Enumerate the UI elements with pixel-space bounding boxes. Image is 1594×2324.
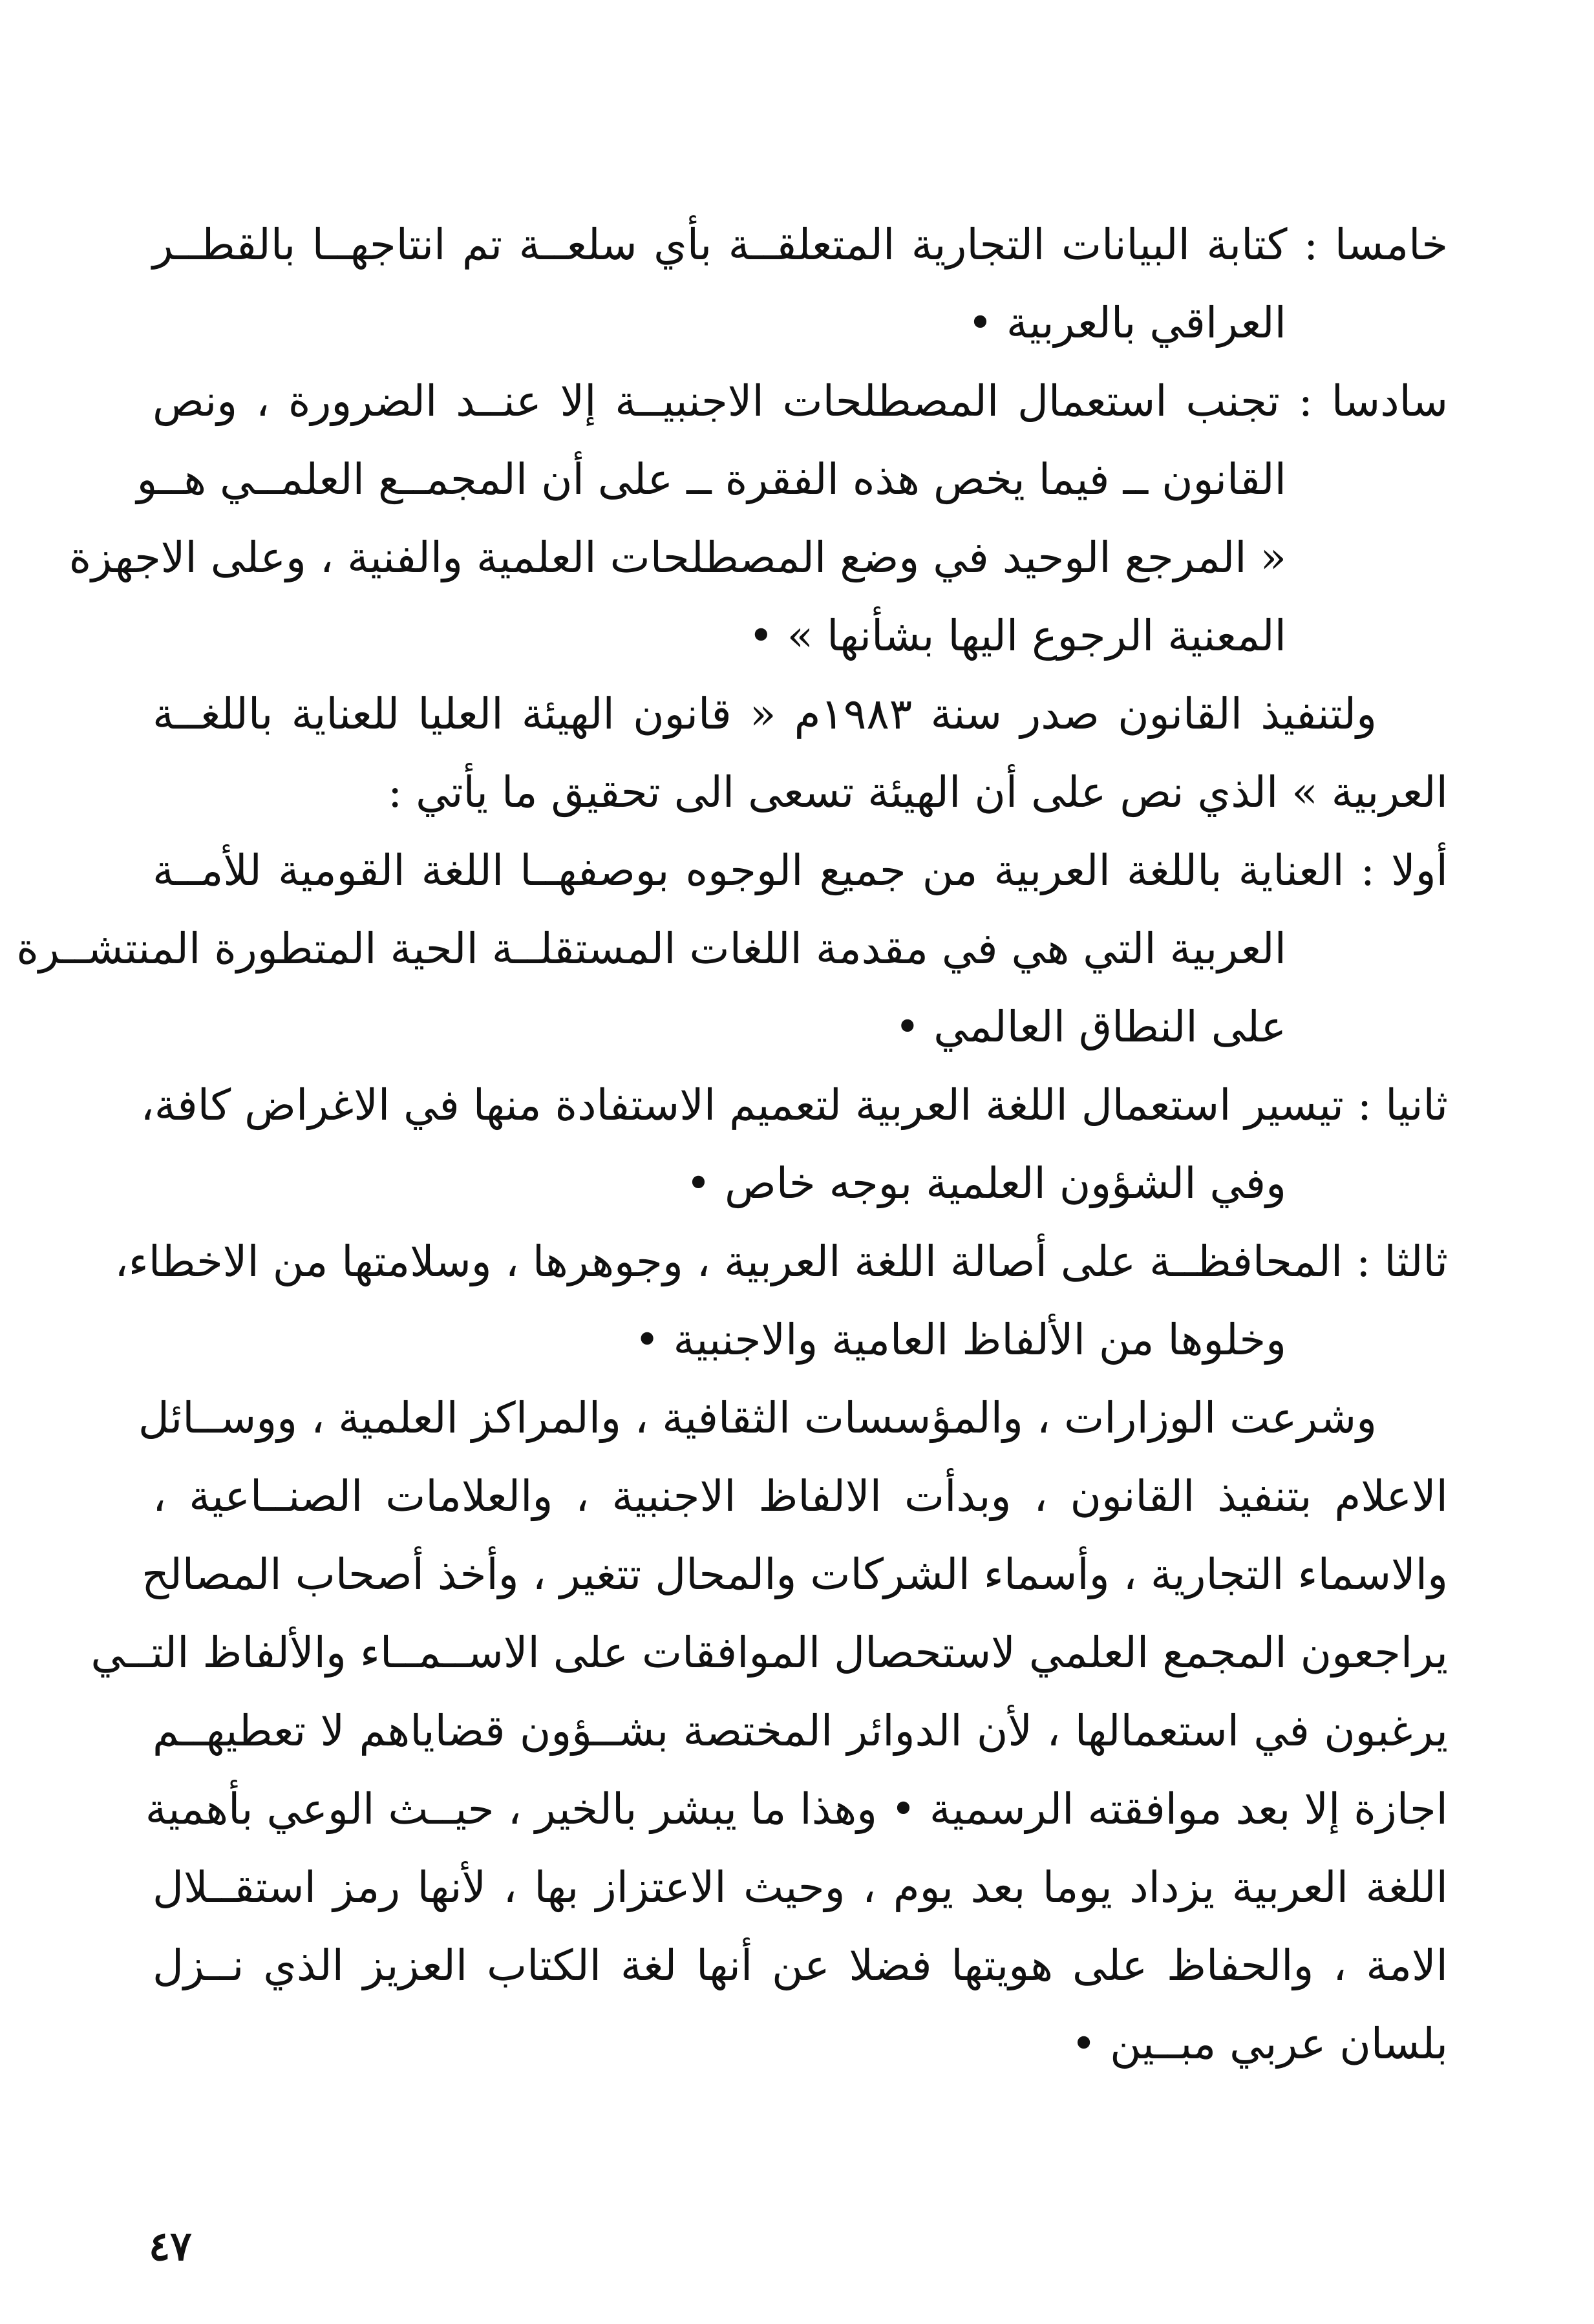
- text-line: الاعلام بتنفيذ القانون ، وبدأت الالفاظ الاجنبية ، والعلامات الصنــاعية ،: [153, 1471, 1448, 1521]
- text-line: ثانيا : تيسير استعمال اللغة العربية لتعميم الاستفادة منها في الاغراض كافة،: [140, 1080, 1448, 1130]
- text-line: يرغبون في استعمالها ، لأن الدوائر المختصة بشــؤون قضاياهم لا تعطيهــم: [153, 1706, 1448, 1756]
- text-line: وخلوها من الألفاظ العامية والاجنبية •: [634, 1315, 1286, 1365]
- text-line: ولتنفيذ القانون صدر سنة ١٩٨٣م « قانون الهيئة العليا للعناية باللغــة: [153, 689, 1377, 739]
- text-line: سادسا : تجنب استعمال المصطلحات الاجنبيــة إلا عنــد الضرورة ، ونص: [153, 376, 1448, 426]
- text-line: العربية التي هي في مقدمة اللغات المستقلــة الحية المتطورة المنتشــرة: [16, 924, 1286, 974]
- text-line: بلسان عربي مبــين •: [1071, 2019, 1448, 2069]
- text-line: خامسا : كتابة البيانات التجارية المتعلقــة بأي سلعــة تم انتاجهــا بالقطــر: [153, 220, 1448, 270]
- text-line: العراقي بالعربية •: [967, 298, 1286, 348]
- text-line: « المرجع الوحيد في وضع المصطلحات العلمية والفنية ، وعلى الاجهزة: [69, 533, 1286, 582]
- text-line: ثالثا : المحافظــة على أصالة اللغة العربية ، وجوهرها ، وسلامتها من الاخطاء،: [114, 1237, 1448, 1286]
- text-line: اجازة إلا بعد موافقته الرسمية • وهذا ما يبشر بالخير ، حيــث الوعي بأهمية: [145, 1784, 1448, 1834]
- text-line: العربية » الذي نص على أن الهيئة تسعى الى تحقيق ما يأتي :: [387, 767, 1448, 817]
- text-line: الامة ، والحفاظ على هويتها فضلا عن أنها لغة الكتاب العزيز الذي نــزل: [153, 1941, 1448, 1990]
- text-line: يراجعون المجمع العلمي لاستحصال الموافقات على الاســمــاء والألفاظ التــي: [90, 1628, 1448, 1678]
- page-number: ٤٧: [149, 2223, 192, 2270]
- text-line: وشرعت الوزارات ، والمؤسسات الثقافية ، والمراكز العلمية ، ووســائل: [138, 1393, 1377, 1443]
- body-text: [16, 206, 1448, 2083]
- text-line: وفي الشؤون العلمية بوجه خاص •: [686, 1158, 1286, 1208]
- text-line: على النطاق العالمي •: [895, 1002, 1286, 1052]
- text-line: المعنية الرجوع اليها بشأنها » •: [748, 611, 1286, 661]
- text-line: أولا : العناية باللغة العربية من جميع الوجوه بوصفهــا اللغة القومية للأمــة: [153, 846, 1448, 895]
- text-line: والاسماء التجارية ، وأسماء الشركات والمحال تتغير ، وأخذ أصحاب المصالح: [142, 1550, 1448, 1599]
- text-line: اللغة العربية يزداد يوما بعد يوم ، وحيث الاعتزاز بها ، لأنها رمز استقــلال: [153, 1862, 1448, 1912]
- text-line: القانون ــ فيما يخص هذه الفقرة ــ على أن المجمــع العلمــي هــو: [136, 454, 1286, 504]
